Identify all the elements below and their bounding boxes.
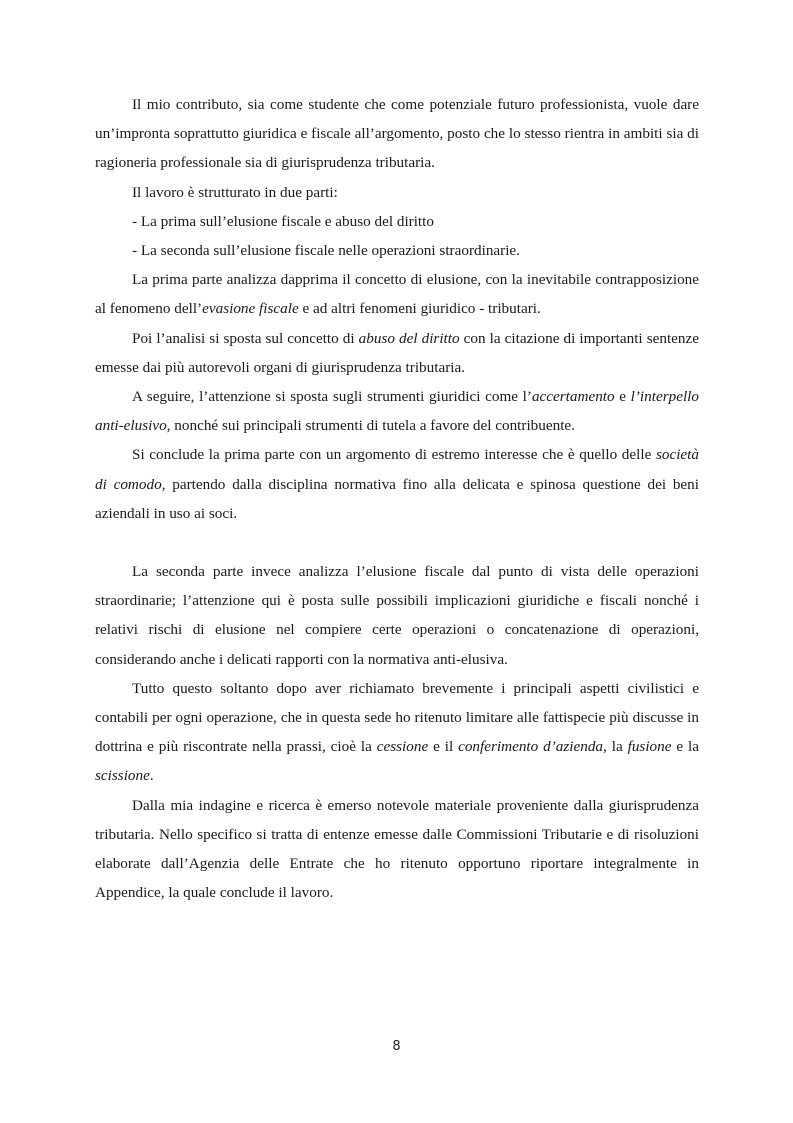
- paragraph-intro: Il mio contributo, sia come studente che come potenziale futuro professionista, vuole dare un’impronta soprattutto giuridica e fiscale all’argomento, posto che lo stesso rientra in ambiti sia di ragioneria professionale sia di giurisprudenza tributaria.: [95, 96, 699, 172]
- paragraph-legal-instruments: A seguire, l’attenzione si sposta sugli strumenti giuridici come l’accertamento e l’interpello anti-elusivo, nonché sui principali strumenti di tutela a favore del contribuente.: [95, 388, 699, 435]
- paragraph-research-findings: Dalla mia indagine e ricerca è emerso notevole materiale proveniente dalla giurisprudenza tributaria. Nello specifico si tratta di entenze emesse dalle Commissioni Tributarie e di risoluzioni elaborate dall’Agenzia delle Entrate che ho ritenuto opportuno riportare integralmente in Appendice, la quale conclude il lavoro.: [95, 796, 699, 902]
- page-number: 8: [392, 1039, 401, 1054]
- paragraph-second-part: La seconda parte invece analizza l’elusione fiscale dal punto di vista delle operazioni straordinarie; l’attenzione qui è posta sulle possibili implicazioni giuridiche e fiscali nonché i relativi rischi di elusione nel compiere certe operazioni o concatenazione di operazioni, considerando anche i delicati rapporti con la normativa anti-elusiva.: [95, 563, 699, 668]
- paragraph-structure: Il lavoro è strutturato in due parti:: [132, 183, 338, 201]
- paragraph-abuse-of-law: Poi l’analisi si sposta sul concetto di abuso del diritto con la citazione di importanti sentenze emesse dai più autorevoli organi di giurisprudenza tributaria.: [95, 329, 699, 376]
- page-body: [95, 90, 699, 907]
- paragraph-civil-aspects: Tutto questo soltanto dopo aver richiamato brevemente i principali aspetti civilistici e contabili per ogni operazione, che in questa sede ho ritenuto limitare alle fattispecie più discusse in dottrina e più riscontrate nella prassi, cioè la cessione e il conferimento d’azienda, la fusione e la scissione.: [95, 679, 699, 785]
- list-item-second-part: - La seconda sull’elusione fiscale nelle operazioni straordinarie.: [132, 242, 520, 260]
- paragraph-first-part-analysis: La prima parte analizza dapprima il concetto di elusione, con la inevitabile contrapposizione al fenomeno dell’evasione fiscale e ad altri fenomeni giuridico - tributari.: [95, 271, 699, 318]
- list-item-first-part: - La prima sull’elusione fiscale e abuso del diritto: [132, 212, 434, 230]
- paragraph-shell-companies: Si conclude la prima parte con un argomento di estremo interesse che è quello delle società di comodo, partendo dalla disciplina normativa fino alla delicata e spinosa questione dei beni aziendali in uso ai soci.: [95, 446, 699, 522]
- paragraph-gap: [95, 528, 699, 557]
